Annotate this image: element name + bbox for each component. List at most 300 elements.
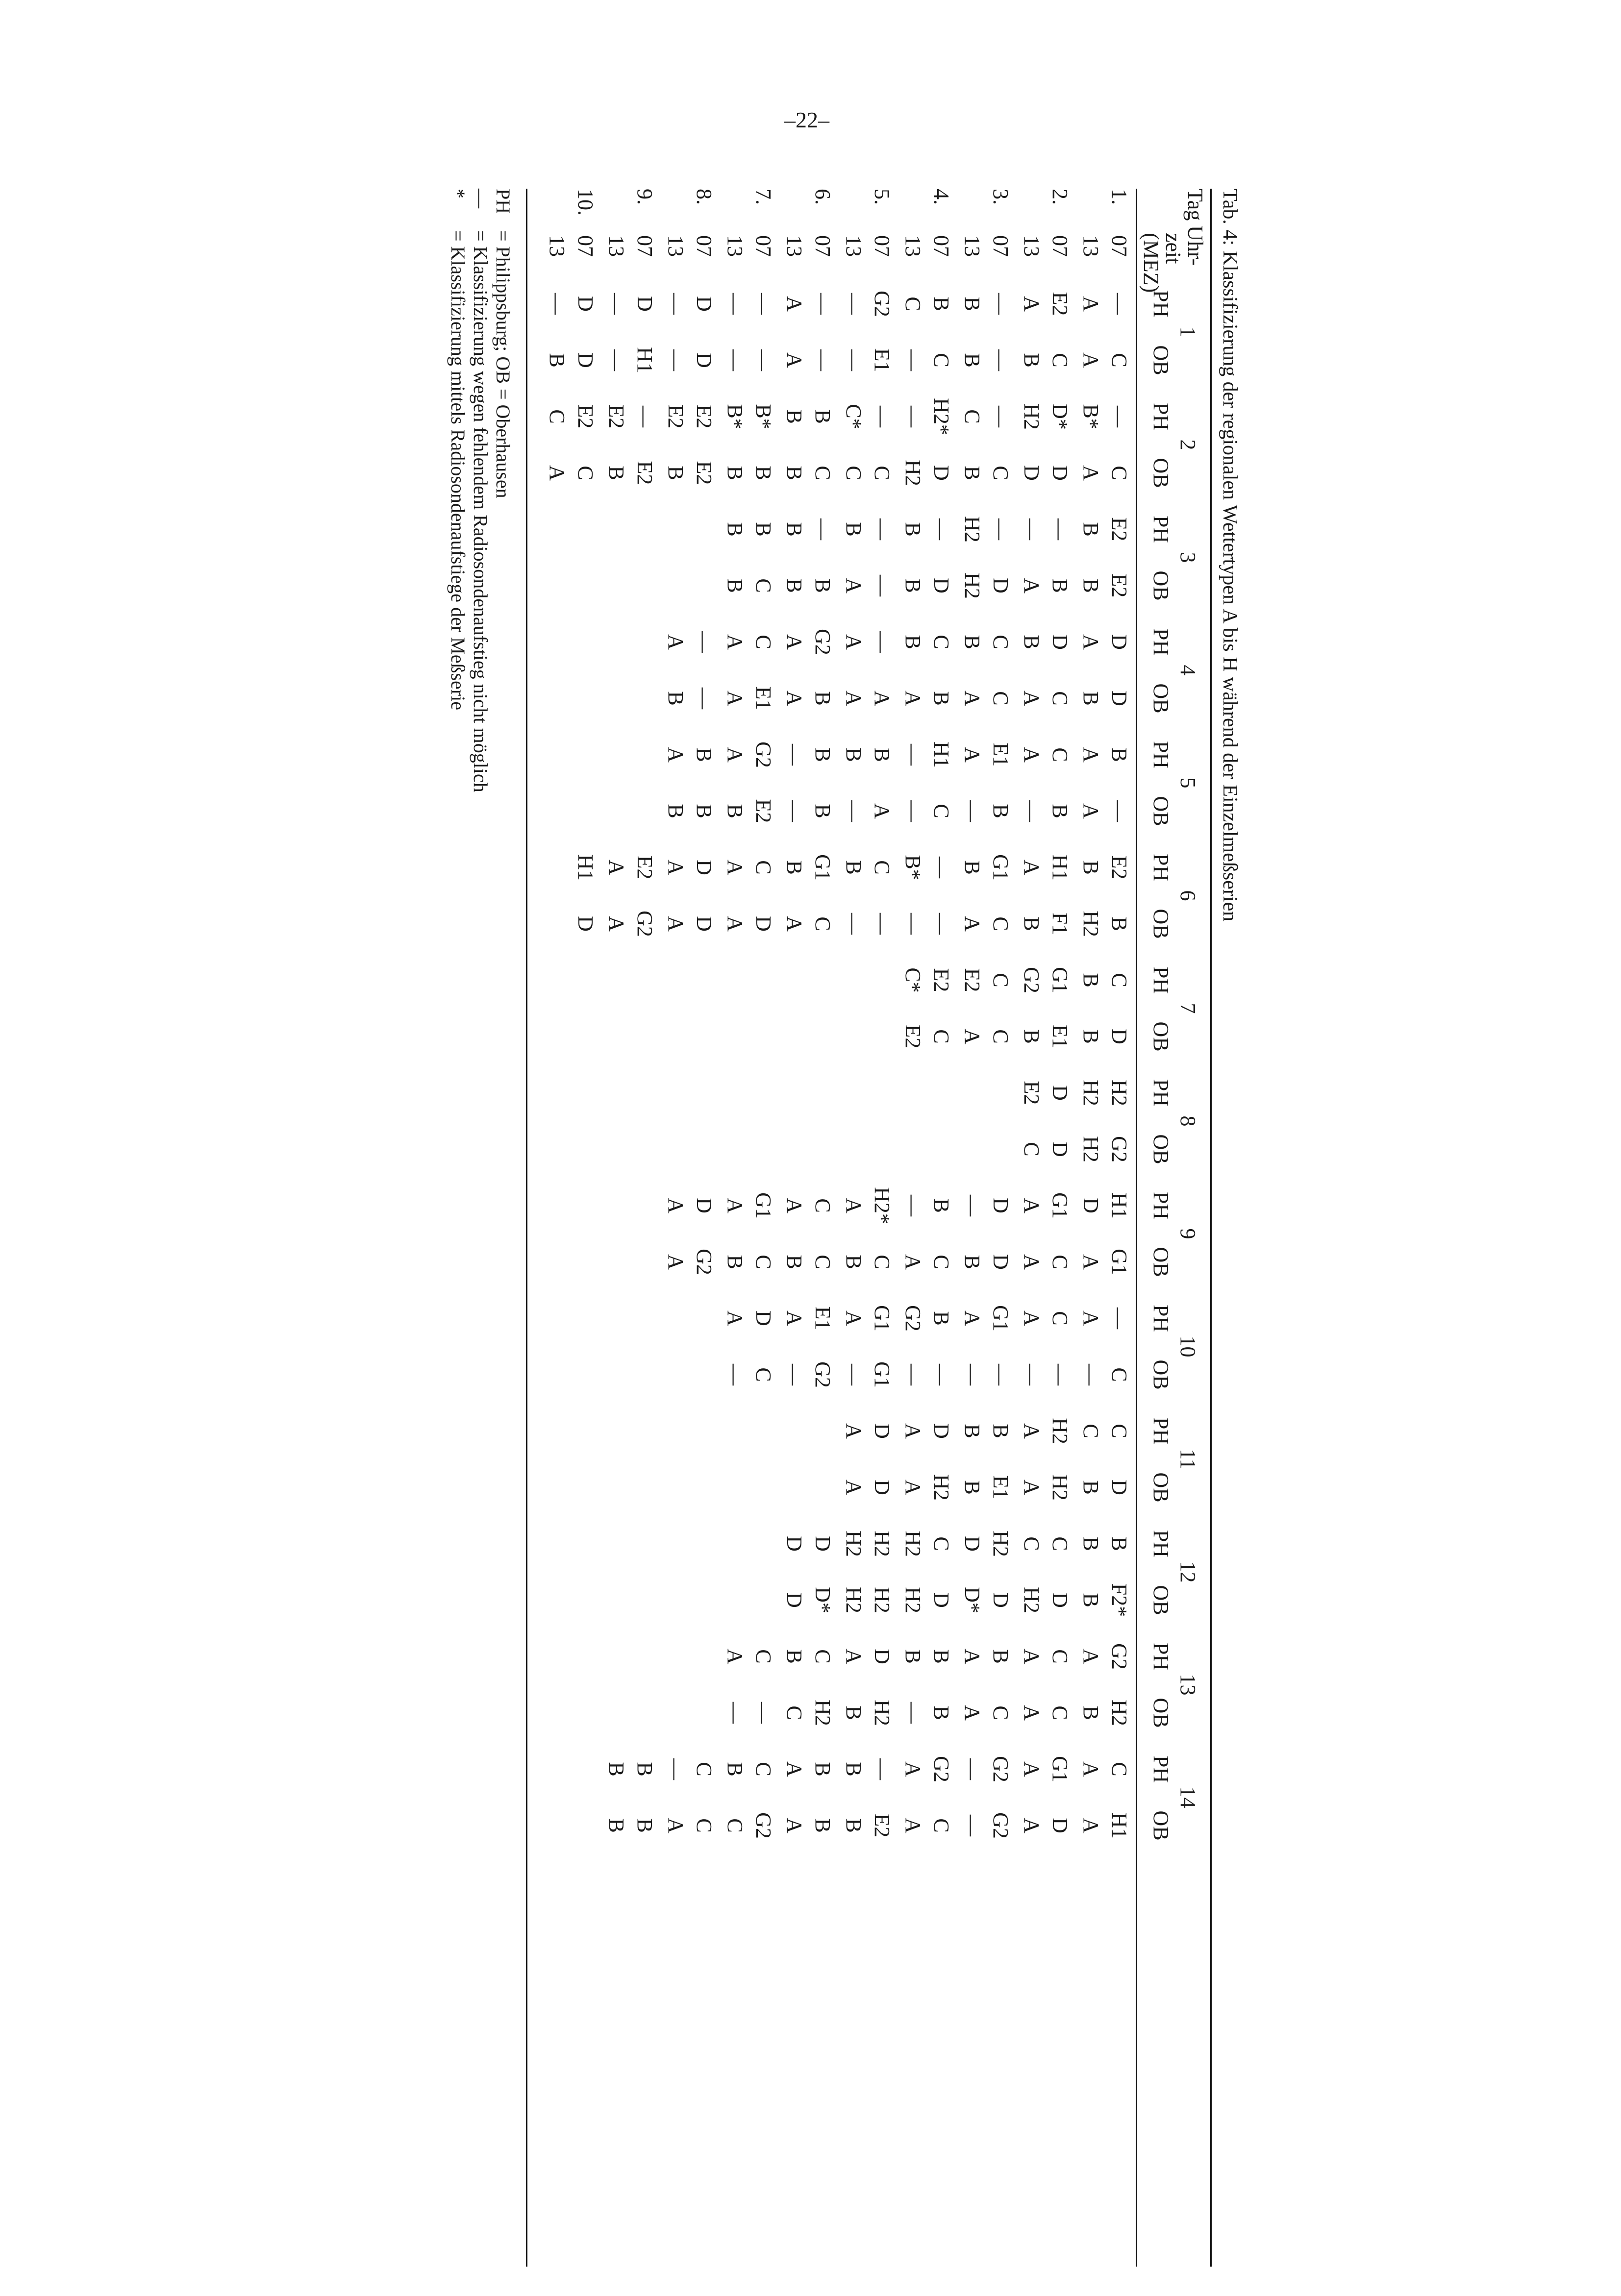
table-cell: C <box>751 1649 775 1664</box>
table-cell: B <box>1020 916 1044 931</box>
table-cell: C* <box>901 967 925 993</box>
table-cell: A <box>782 1198 807 1213</box>
table-cell: C <box>929 1029 953 1044</box>
table-cell: E2 <box>574 404 598 429</box>
row-time: 13 <box>604 235 629 257</box>
table-cell: A <box>1079 803 1103 819</box>
table-cell: B <box>723 804 748 818</box>
table-cell: B <box>901 635 925 649</box>
table-cell: — <box>1107 1308 1131 1329</box>
table-cell: H2 <box>1107 1700 1131 1726</box>
site-label-ph: PH <box>1149 966 1173 994</box>
table-cell: B <box>604 1818 629 1833</box>
table-cell: A <box>1020 860 1044 875</box>
table-cell: — <box>901 913 925 935</box>
table-cell: A <box>1020 1761 1044 1777</box>
table-cell: B <box>1079 1536 1103 1551</box>
site-label-ob: OB <box>1149 345 1173 375</box>
table-cell: — <box>870 518 894 540</box>
table-bottom-rule <box>526 189 527 2267</box>
table-cell: — <box>870 1758 894 1780</box>
series-number: 3 <box>1176 552 1200 563</box>
table-cell: — <box>929 518 953 540</box>
table-cell: — <box>842 293 866 315</box>
table-cell: F2* <box>1107 1583 1131 1617</box>
table-cell: H2 <box>1079 911 1103 937</box>
table-cell: — <box>1107 293 1131 315</box>
table-cell: H2 <box>1079 1136 1103 1162</box>
site-label-ob: OB <box>1149 909 1173 939</box>
table-cell: G2 <box>633 911 657 937</box>
table-cell: D* <box>811 1587 835 1613</box>
table-cell: H2 <box>901 460 925 486</box>
table-cell: A <box>723 1198 748 1213</box>
table-cell: D <box>870 1480 894 1495</box>
table-cell: H2* <box>870 1187 894 1224</box>
series-number: 8 <box>1176 1115 1200 1127</box>
table-cell: C <box>545 409 570 424</box>
row-time: 07 <box>692 235 716 257</box>
table-cell: — <box>751 349 775 371</box>
table-cell: — <box>989 518 1013 540</box>
table-cell: B <box>960 353 985 368</box>
table-cell: H2 <box>929 1474 953 1501</box>
table-cell: C <box>960 409 985 424</box>
table-cell: H2 <box>1020 1587 1044 1613</box>
table-cell: A <box>1020 1480 1044 1495</box>
table-cell: B <box>723 522 748 537</box>
table-cell: — <box>633 406 657 427</box>
table-cell: A <box>1020 747 1044 763</box>
table-cell: C <box>751 1762 775 1777</box>
table-cell: A <box>1020 1423 1044 1439</box>
table-cell: D <box>929 465 953 481</box>
table-cell: C <box>751 1255 775 1269</box>
table-cell: — <box>692 631 716 653</box>
table-cell: — <box>842 1364 866 1385</box>
table-cell: A <box>960 1649 985 1664</box>
table-cell: C <box>751 1367 775 1382</box>
table-cell: B <box>664 466 688 480</box>
table-cell: B <box>1020 1029 1044 1044</box>
table-cell: B <box>811 1762 835 1777</box>
table-cell: A <box>960 747 985 763</box>
table-cell: G1 <box>811 854 835 881</box>
footnote <box>493 189 513 498</box>
table-cell: B <box>811 691 835 706</box>
table-cell: C <box>1107 1367 1131 1382</box>
table-cell: A <box>1079 352 1103 368</box>
table-cell: B <box>692 804 716 818</box>
table-cell: — <box>842 913 866 935</box>
row-time: 13 <box>1020 235 1044 257</box>
table-cell: G1 <box>1048 967 1072 993</box>
table-cell: E2 <box>1107 517 1131 542</box>
table-cell: G2 <box>811 1361 835 1388</box>
table-cell: — <box>901 406 925 427</box>
table-cell: B <box>1048 804 1072 818</box>
footnote-text: = Philippsburg; OB = Oberhausen <box>492 230 514 498</box>
table-cell: B <box>664 804 688 818</box>
table-cell: B <box>782 578 807 593</box>
row-day: 4. <box>929 189 953 205</box>
table-cell: B <box>960 1424 985 1438</box>
table-cell: A <box>1020 691 1044 706</box>
table-cell: E2 <box>960 968 985 992</box>
table-cell: B <box>989 804 1013 818</box>
table-cell: A <box>723 691 748 706</box>
table-cell: A <box>870 803 894 819</box>
table-cell: C <box>929 1536 953 1551</box>
row-time: 13 <box>960 235 985 257</box>
series-number: 9 <box>1176 1228 1200 1239</box>
table-cell: B <box>901 1649 925 1664</box>
table-cell: A <box>842 1310 866 1326</box>
table-cell: A <box>782 1818 807 1833</box>
table-cell: D <box>1048 465 1072 481</box>
site-label-ob: OB <box>1149 458 1173 488</box>
table-cell: B <box>929 691 953 706</box>
row-time: 13 <box>842 235 866 257</box>
table-cell: A <box>545 465 570 481</box>
table-cell: A <box>901 1761 925 1777</box>
series-number: 12 <box>1176 1561 1200 1583</box>
table-cell: G1 <box>989 854 1013 881</box>
series-number: 2 <box>1176 439 1200 450</box>
series-number: 14 <box>1176 1786 1200 1808</box>
table-cell: D <box>929 1592 953 1608</box>
table-cell: — <box>989 1364 1013 1385</box>
table-cell: B <box>723 1255 748 1269</box>
table-cell: B <box>842 1255 866 1269</box>
row-day: 7. <box>751 189 775 205</box>
table-cell: C <box>929 804 953 818</box>
table-cell: C <box>1107 466 1131 480</box>
site-label-ph: PH <box>1149 1417 1173 1445</box>
table-cell: A <box>901 1254 925 1270</box>
table-cell: H1 <box>633 347 657 373</box>
table-cell: E1 <box>989 742 1013 767</box>
table-cell: H2 <box>1048 1474 1072 1501</box>
table-cell: B <box>633 1818 657 1833</box>
table-cell: A <box>1020 578 1044 593</box>
table-cell: B <box>842 1762 866 1777</box>
table-cell: C <box>751 578 775 593</box>
table-cell: — <box>901 800 925 822</box>
table-cell: A <box>1079 1818 1103 1833</box>
row-time: 07 <box>929 235 953 257</box>
table-cell: B <box>960 1480 985 1495</box>
table-cell: A <box>1079 465 1103 481</box>
table-cell: D* <box>960 1587 985 1613</box>
series-number: 6 <box>1176 890 1200 901</box>
table-cell: D <box>692 916 716 932</box>
table-cell: C <box>989 916 1013 931</box>
row-day: 9. <box>633 189 657 205</box>
table-cell: D <box>751 916 775 932</box>
table-cell: B <box>692 747 716 762</box>
table-cell: C <box>751 635 775 649</box>
table-cell: D <box>782 1536 807 1552</box>
table-cell: C <box>811 1255 835 1269</box>
table-cell: A <box>842 578 866 593</box>
row-day: 10. <box>574 189 598 216</box>
table-cell: A <box>1020 1818 1044 1833</box>
table-cell: B <box>811 409 835 424</box>
table-cell: D <box>692 296 716 312</box>
table-cell: B <box>929 1311 953 1326</box>
row-time: 07 <box>870 235 894 257</box>
table-cell: E2 <box>1048 292 1072 316</box>
table-cell: E1 <box>751 686 775 711</box>
rotated-table <box>186 189 1240 2296</box>
series-number: 13 <box>1176 1674 1200 1696</box>
table-cell: E2 <box>633 461 657 485</box>
series-number: 1 <box>1176 326 1200 338</box>
table-cell: D <box>870 1423 894 1439</box>
table-cell: B <box>664 691 688 706</box>
series-number: 4 <box>1176 665 1200 676</box>
site-label-ob: OB <box>1149 1247 1173 1277</box>
table-cell: A <box>782 634 807 650</box>
table-cell: H1 <box>1107 1192 1131 1219</box>
table-cell: H2* <box>929 398 953 435</box>
table-cell: A <box>842 1649 866 1664</box>
table-cell: E2 <box>692 404 716 429</box>
table-cell: — <box>870 575 894 596</box>
table-cell: D <box>633 296 657 312</box>
table-cell: C <box>989 1705 1013 1720</box>
table-cell: B <box>1079 1029 1103 1044</box>
table-cell: B <box>751 522 775 537</box>
table-cell: A <box>782 691 807 706</box>
table-cell: — <box>604 349 629 371</box>
table-cell: B <box>811 804 835 818</box>
table-cell: B <box>1079 1480 1103 1495</box>
table-cell: — <box>870 913 894 935</box>
table-cell: A <box>664 860 688 875</box>
table-cell: A <box>604 916 629 932</box>
table-cell: D <box>1048 634 1072 650</box>
table-caption: Tab. 4: Klassifizierung der regionalen Wettertypen A bis H während der Einzelmeßserien <box>1219 189 1241 922</box>
table-cell: A <box>842 634 866 650</box>
table-cell: — <box>811 518 835 540</box>
table-cell: B <box>782 1649 807 1664</box>
table-cell: D <box>692 352 716 368</box>
table-cell: D <box>782 1592 807 1608</box>
table-cell: H2 <box>1048 1418 1072 1444</box>
site-label-ob: OB <box>1149 1585 1173 1615</box>
table-cell: D <box>811 1536 835 1552</box>
footnote-symbol: — <box>470 189 492 208</box>
table-cell: D <box>960 1536 985 1552</box>
table-cell: A <box>723 916 748 932</box>
site-label-ph: PH <box>1149 1079 1173 1107</box>
table-cell: — <box>901 744 925 765</box>
table-cell: C* <box>842 404 866 429</box>
table-cell: — <box>960 1758 985 1780</box>
table-cell: B <box>782 409 807 424</box>
table-cell: B <box>1020 353 1044 368</box>
table-cell: H2 <box>901 1531 925 1557</box>
table-cell: C <box>1048 1536 1072 1551</box>
table-cell: A <box>870 691 894 706</box>
table-cell: C <box>989 1029 1013 1044</box>
table-cell: — <box>1020 1364 1044 1385</box>
table-cell: A <box>782 1761 807 1777</box>
table-cell: B <box>842 522 866 537</box>
table-cell: B <box>1107 1536 1131 1551</box>
table-cell: — <box>960 800 985 822</box>
table-cell: A <box>664 1198 688 1213</box>
table-cell: A <box>960 916 985 932</box>
table-cell: B <box>1020 635 1044 649</box>
table-cell: C <box>1048 1649 1072 1664</box>
table-cell: C <box>1048 353 1072 368</box>
row-time: 07 <box>633 235 657 257</box>
table-cell: B <box>1079 860 1103 875</box>
table-cell: — <box>782 800 807 822</box>
table-cell: C <box>1107 973 1131 988</box>
table-cell: — <box>723 1364 748 1385</box>
table-cell: C <box>692 1818 716 1833</box>
table-cell: D <box>1107 691 1131 706</box>
table-cell: B <box>929 1198 953 1213</box>
table-cell: D <box>574 296 598 312</box>
table-cell: — <box>842 800 866 822</box>
table-cell: — <box>545 293 570 315</box>
table-cell: E1 <box>1048 1024 1072 1049</box>
table-cell: H2 <box>960 572 985 599</box>
table-cell: A <box>664 1818 688 1833</box>
table-cell: — <box>692 688 716 709</box>
table-cell: — <box>901 1195 925 1216</box>
table-cell: E2 <box>1020 1081 1044 1105</box>
table-cell: E2 <box>692 461 716 485</box>
table-cell: G1 <box>751 1192 775 1219</box>
table-cell: A <box>664 1254 688 1270</box>
table-cell: E1 <box>989 1475 1013 1500</box>
table-cell: C <box>989 466 1013 480</box>
table-cell: C <box>811 466 835 480</box>
table-cell: H1 <box>574 854 598 881</box>
table-cell: — <box>929 913 953 935</box>
table-cell: H1 <box>929 741 953 768</box>
table-cell: C <box>723 1818 748 1833</box>
table-cell: A <box>723 1649 748 1664</box>
site-label-ob: OB <box>1149 1359 1173 1390</box>
table-cell: B <box>723 578 748 593</box>
table-cell: H2 <box>870 1700 894 1726</box>
table-cell: G2 <box>1107 1643 1131 1670</box>
table-cell: A <box>723 860 748 875</box>
table-cell: B <box>929 1705 953 1720</box>
table-cell: A <box>782 296 807 312</box>
table-cell: — <box>960 1195 985 1216</box>
table-cell: D <box>1079 1198 1103 1213</box>
table-cell: — <box>1020 518 1044 540</box>
table-cell: B <box>811 747 835 762</box>
table-cell: C <box>1107 1424 1131 1438</box>
table-cell: H2 <box>870 1531 894 1557</box>
table-cell: D <box>989 1198 1013 1213</box>
row-time: 13 <box>901 235 925 257</box>
site-label-ph: PH <box>1149 1642 1173 1671</box>
series-number: 10 <box>1176 1335 1200 1358</box>
table-cell: E2 <box>1107 573 1131 598</box>
table-cell: E2 <box>633 855 657 880</box>
table-cell: F1 <box>1048 912 1072 936</box>
row-time: 13 <box>664 235 688 257</box>
header-uhrzeit-2: zeit <box>1161 233 1185 264</box>
site-label-ob: OB <box>1149 570 1173 601</box>
table-cell: A <box>1020 296 1044 312</box>
table-cell: E1 <box>811 1306 835 1331</box>
row-time: 07 <box>1048 235 1072 257</box>
site-label-ph: PH <box>1149 1304 1173 1333</box>
site-label-ob: OB <box>1149 1698 1173 1728</box>
row-time: 13 <box>1079 235 1103 257</box>
table-cell: A <box>960 1029 985 1044</box>
row-time: 13 <box>723 235 748 257</box>
table-cell: C <box>751 860 775 875</box>
table-cell: C <box>1107 1762 1131 1777</box>
table-cell: B <box>929 1649 953 1664</box>
table-cell: B <box>782 1255 807 1269</box>
table-cell: G1 <box>989 1305 1013 1332</box>
table-cell: D <box>989 1592 1013 1608</box>
table-cell: D <box>1020 465 1044 481</box>
table-cell: C <box>1079 1424 1103 1438</box>
table-cell: C <box>1020 1142 1044 1157</box>
table-cell: H2 <box>842 1587 866 1613</box>
table-cell: G2 <box>989 1812 1013 1839</box>
table-cell: B <box>960 635 985 649</box>
table-cell: C <box>692 1762 716 1777</box>
table-cell: A <box>1020 1649 1044 1664</box>
table-cell: E2 <box>929 968 953 992</box>
table-cell: B <box>811 578 835 593</box>
table-cell: B <box>545 353 570 368</box>
table-cell: — <box>664 1758 688 1780</box>
table-cell: D <box>692 1198 716 1213</box>
table-cell: A <box>782 1310 807 1326</box>
table-cell: H2 <box>960 516 985 543</box>
table-cell: D <box>1107 1029 1131 1044</box>
table-cell: D <box>989 578 1013 593</box>
table-cell: — <box>1048 1364 1072 1385</box>
table-cell: B <box>1079 578 1103 593</box>
table-cell: G2 <box>1020 967 1044 993</box>
header-uhrzeit-1: Uhr- <box>1183 225 1207 266</box>
footnote-text: = Klassifizierung mittels Radiosondenaufstiege der Meßserie <box>447 230 469 710</box>
table-cell: — <box>664 293 688 315</box>
site-label-ob: OB <box>1149 796 1173 826</box>
table-cell: D <box>692 860 716 875</box>
table-cell: — <box>723 293 748 315</box>
table-cell: — <box>604 293 629 315</box>
table-cell: D <box>751 1310 775 1326</box>
table-cell: A <box>1020 1198 1044 1213</box>
table-cell: B <box>960 296 985 311</box>
table-top-rule <box>1210 189 1212 2267</box>
table-cell: G2 <box>929 1756 953 1782</box>
table-cell: — <box>751 293 775 315</box>
table-cell: — <box>870 631 894 653</box>
table-cell: B <box>811 1818 835 1833</box>
table-cell: — <box>929 1364 953 1385</box>
table-cell: B <box>782 522 807 537</box>
